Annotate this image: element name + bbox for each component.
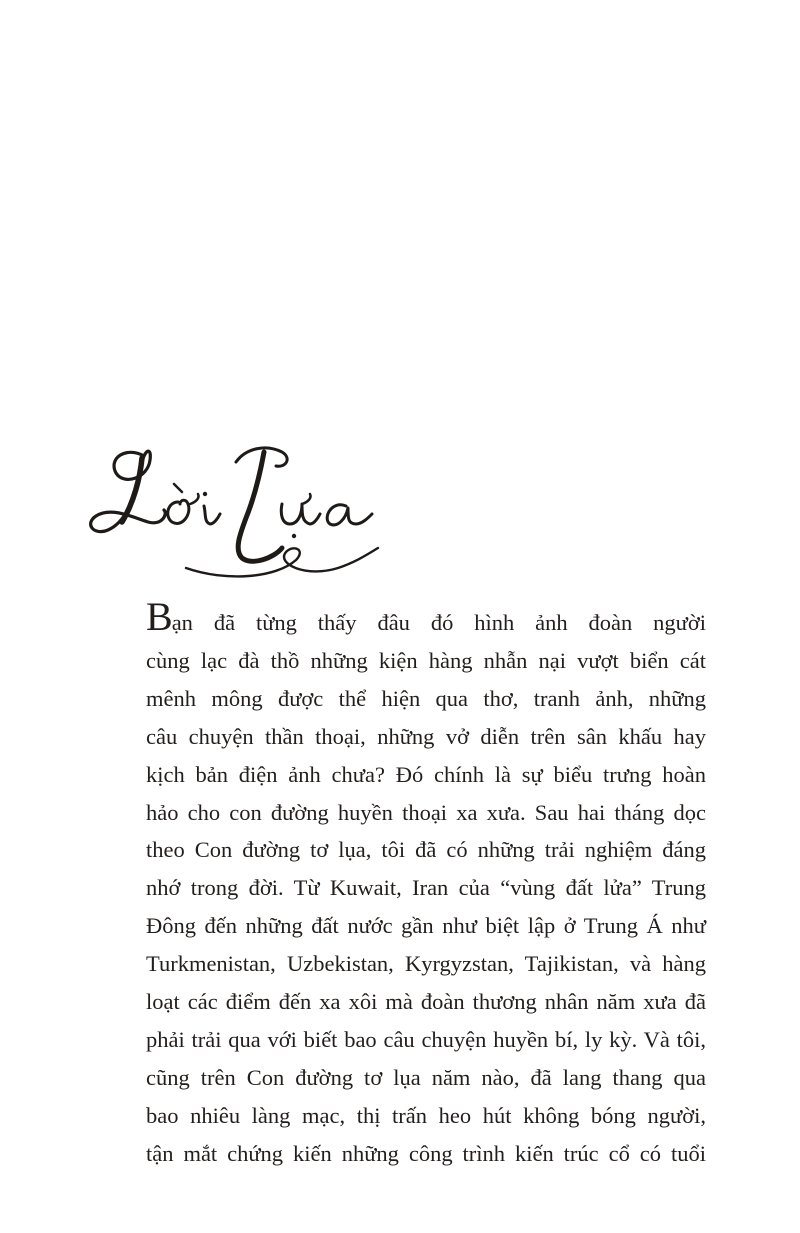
paragraph-line: cũng trên Con đường tơ lụa năm nào, đã lang thang qua [146,1064,706,1090]
paragraph-line: Bạn đã từng thấy đâu đó hình ảnh đoàn người [146,594,706,639]
paragraph-line: Turkmenistan, Uzbekistan, Kyrgyzstan, Tajikistan, và hàng [146,951,706,977]
paragraph-line: kịch bản điện ảnh chưa? Đó chính là sự biểu trưng hoàn [146,761,706,787]
paragraph-line: câu chuyện thần thoại, những vở diễn trên sân khấu hay [146,723,706,749]
drop-cap: B [146,594,172,639]
paragraph-line: theo Con đường tơ lụa, tôi đã có những trải nghiệm đáng [146,837,706,863]
paragraph-line: tận mắt chứng kiến những công trình kiến trúc cổ có tuổi [146,1140,706,1166]
paragraph-line: mênh mông được thể hiện qua thơ, tranh ảnh, những [146,685,706,711]
paragraph-line: loạt các điểm đến xa xôi mà đoàn thương nhân năm xưa đã [146,989,706,1015]
paragraph-line: phải trải qua với biết bao câu chuyện huyền bí, ly kỳ. Và tôi, [146,1026,706,1052]
paragraph-line: nhớ trong đời. Từ Kuwait, Iran của “vùng đất lửa” Trung [146,875,706,901]
calligraphic-title-lettering [86,418,446,598]
chapter-title [86,418,446,598]
paragraph-line: Đông đến những đất nước gần như biệt lập ở Trung Á như [146,913,706,939]
paragraph-line: bao nhiêu làng mạc, thị trấn heo hút không bóng người, [146,1102,706,1128]
paragraph-line: hảo cho con đường huyền thoại xa xưa. Sau hai tháng dọc [146,799,706,825]
paragraph-line: cùng lạc đà thồ những kiện hàng nhẫn nại vượt biển cát [146,647,706,673]
preface-body [146,594,706,1173]
